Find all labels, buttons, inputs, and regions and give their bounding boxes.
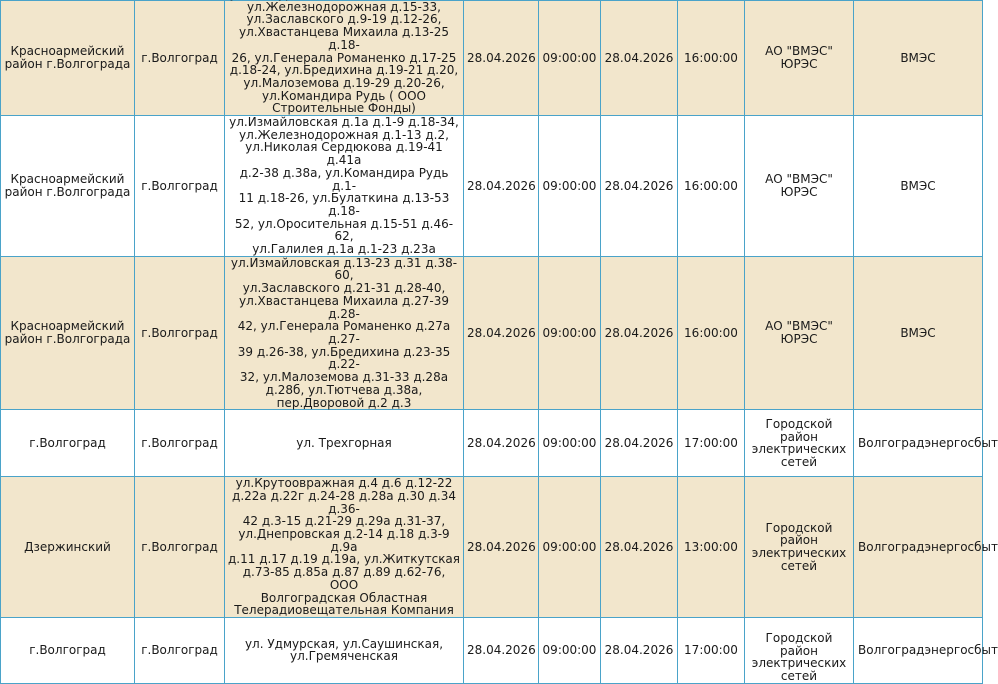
organization-cell [745, 1, 854, 116]
district-cell: Дзержинский [1, 477, 135, 618]
end-date-cell: 28.04.2026 [601, 617, 678, 683]
address-line: ул.Галилея д.1а д.1-23 д.23а [252, 242, 436, 257]
district-cell: Красноармейский район г.Волгограда [1, 1, 135, 116]
organization-cell [745, 617, 854, 683]
start-time-cell: 09:00:00 [539, 477, 601, 618]
end-date-cell: 28.04.2026 [601, 116, 678, 257]
organization-line: АО "ВМЭС" [765, 44, 833, 59]
end-time-cell: 16:00:00 [678, 1, 745, 116]
organization-line: Городской [765, 520, 833, 535]
district-cell: г.Волгоград [1, 410, 135, 477]
city-cell: г.Волгоград [135, 617, 225, 683]
address-line: д.18-24, ул.Бредихина д.19-21 д.20, [229, 63, 459, 78]
address-line: 11 д.18-26, ул.Булаткина д.13-53 д.18- [238, 191, 450, 218]
start-time-cell: 09:00:00 [539, 256, 601, 409]
organization-line: ЮРЭС [780, 331, 818, 346]
end-time-cell: 16:00:00 [678, 256, 745, 409]
organization-cell [745, 256, 854, 409]
organization-line: электрических [751, 656, 847, 671]
organization-cell [745, 477, 854, 618]
organization-line: Городской [765, 631, 833, 646]
address-line: 26, ул.Генерала Романенко д.17-25 [231, 50, 457, 65]
address-line: ул. Трехгорная [296, 435, 392, 450]
address-line: ул.Заславского д.21-31 д.28-40, [242, 281, 446, 296]
address-line: ул.Измайловская д.13-23 д.31 д.38-60, [230, 255, 458, 283]
city-cell: г.Волгоград [135, 410, 225, 477]
district-cell: г.Волгоград [1, 617, 135, 683]
organization-line: район [780, 533, 818, 548]
organization-line: Городской [765, 416, 833, 431]
address-cell [225, 256, 464, 409]
start-date-cell: 28.04.2026 [464, 1, 539, 116]
address-line: ул.Николая Сердюкова д.19-41 д.41а [245, 140, 443, 168]
address-cell [225, 410, 464, 477]
organization-line: ЮРЭС [780, 57, 818, 72]
address-cell [225, 116, 464, 257]
start-date-cell: 28.04.2026 [464, 617, 539, 683]
organization-line: АО "ВМЭС" [765, 172, 833, 187]
organization-line: сетей [780, 454, 818, 469]
organization-cell [745, 116, 854, 257]
company-cell: Волгоградэнергосбыт [854, 410, 983, 477]
start-date-cell: 28.04.2026 [464, 256, 539, 409]
address-line: 52, ул.Оросительная д.15-51 д.46-62, [234, 216, 454, 244]
start-date-cell: 28.04.2026 [464, 477, 539, 618]
address-line: д.28б, ул.Тютчева д.38а, [265, 382, 423, 397]
address-line: ул.Хвастанцева Михаила д.27-39 д.28- [238, 293, 450, 321]
organization-line: ЮРЭС [780, 184, 818, 199]
city-cell: г.Волгоград [135, 116, 225, 257]
organization-line: электрических [751, 546, 847, 561]
company-cell: Волгоградэнергосбыт [854, 617, 983, 683]
start-time-cell: 09:00:00 [539, 116, 601, 257]
end-time-cell: 17:00:00 [678, 410, 745, 477]
address-line: 42, ул.Генерала Романенко д.27а д.27- [237, 319, 451, 346]
address-cell [225, 1, 464, 116]
address-line: ул.Командира Рудь ( ООО [262, 88, 426, 103]
address-line: ул.Железнодорожная д.1-13 д.2, [239, 127, 449, 142]
start-date-cell: 28.04.2026 [464, 116, 539, 257]
organization-line: район [780, 429, 818, 444]
start-time-cell: 09:00:00 [539, 617, 601, 683]
district-cell: Красноармейский район г.Волгограда [1, 256, 135, 409]
end-date-cell: 28.04.2026 [601, 256, 678, 409]
address-line: ул.Железнодорожная д.15-33, [247, 0, 441, 14]
address-line: д.22а д.22г д.24-28 д.28а д.30 д.34 д.36- [232, 488, 456, 516]
city-cell: г.Волгоград [135, 256, 225, 409]
table-row [1, 477, 983, 618]
address-line: пер.Дворовой д.2 д.3 [276, 395, 412, 410]
address-line: 42 д.3-15 д.21-29 д.29а д.31-37, [242, 514, 446, 529]
organization-line: район [780, 643, 818, 658]
end-date-cell: 28.04.2026 [601, 477, 678, 618]
end-date-cell: 28.04.2026 [601, 410, 678, 477]
address-line: ул.Хвастанцева Михаила д.13-25 д.18- [238, 25, 450, 52]
address-line: Строительные Фонды) [272, 101, 416, 116]
address-line: д.73-85 д.85а д.87 д.89 д.62-76, ООО [242, 565, 446, 592]
company-cell: ВМЭС [854, 256, 983, 409]
organization-line: электрических [751, 442, 847, 457]
organization-line: сетей [780, 558, 818, 573]
company-cell: Волгоградэнергосбыт [854, 477, 983, 618]
district-cell: Красноармейский район г.Волгограда [1, 116, 135, 257]
address-line: д.2-38 д.38а, ул.Командира Рудь д.1- [239, 165, 449, 193]
table-row [1, 617, 983, 683]
table-row [1, 1, 983, 116]
start-time-cell: 09:00:00 [539, 410, 601, 477]
start-time-cell: 09:00:00 [539, 1, 601, 116]
address-line: Телерадиовещательная Компания [234, 603, 454, 618]
end-date-cell: 28.04.2026 [601, 1, 678, 116]
start-date-cell: 28.04.2026 [464, 410, 539, 477]
table-row [1, 410, 983, 477]
address-line: Волгоградская Областная [260, 590, 428, 605]
end-time-cell: 13:00:00 [678, 477, 745, 618]
address-cell [225, 477, 464, 618]
city-cell: г.Волгоград [135, 1, 225, 116]
organization-cell [745, 410, 854, 477]
table-row [1, 116, 983, 257]
organization-line: сетей [780, 669, 818, 684]
address-line: 39 д.26-38, ул.Бредихина д.23-35 д.22- [237, 344, 451, 372]
address-line: д.11 д.17 д.19 д.19а, ул.Житкутская [228, 552, 461, 567]
address-line: ул.Днепровская д.2-14 д.18 д.3-9 д.9а [238, 527, 450, 554]
organization-line: АО "ВМЭС" [765, 319, 833, 334]
end-time-cell: 16:00:00 [678, 116, 745, 257]
address-line: ул. Удмурская, ул.Саушинская, [244, 636, 444, 651]
address-cell [225, 617, 464, 683]
address-line: ул.Заславского д.9-19 д.12-26, [246, 12, 442, 27]
company-cell: ВМЭС [854, 1, 983, 116]
company-cell: ВМЭС [854, 116, 983, 257]
address-line: ул.Гремяченская [290, 649, 398, 664]
address-line: ул.Крутоовражная д.4 д.6 д.12-22 [235, 476, 453, 491]
city-cell: г.Волгоград [135, 477, 225, 618]
table-row [1, 256, 983, 409]
end-time-cell: 17:00:00 [678, 617, 745, 683]
address-line: ул.Измайловская д.1а д.1-9 д.18-34, [229, 115, 459, 130]
address-line: 32, ул.Малоземова д.31-33 д.28а [239, 370, 449, 385]
address-line: ул.Малоземова д.19-29 д.20-26, [243, 75, 445, 90]
